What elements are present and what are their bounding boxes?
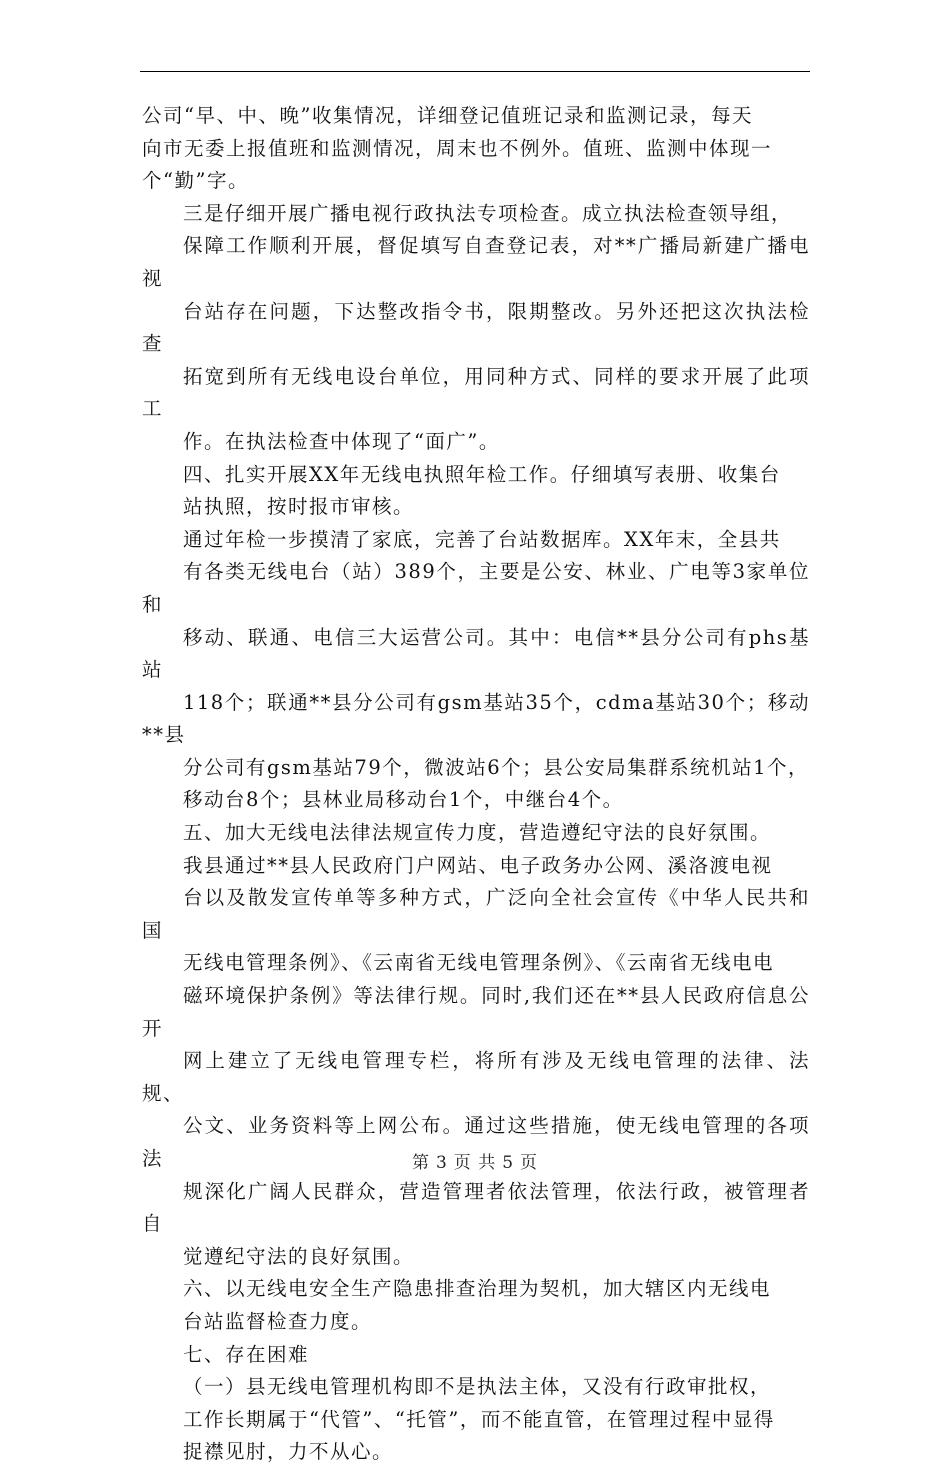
document-body <box>142 100 810 1469</box>
text-line: 移动、联通、电信三大运营公司。其中：电信**县分公司有phs基站 <box>142 625 810 682</box>
text-line: 我县通过**县人民政府门户网站、电子政务办公网、溪洛渡电视 <box>182 853 773 877</box>
text-line: 捉襟见肘，力不从心。 <box>182 1440 393 1464</box>
page-label-prefix: 第 <box>411 1153 430 1173</box>
page-label-suffix: 页 <box>520 1153 539 1173</box>
page-footer <box>0 1148 950 1173</box>
text-line: 个“勤”字。 <box>142 169 249 193</box>
text-line: 移动台8个；县林业局移动台1个，中继台4个。 <box>182 788 624 812</box>
text-line: （一）县无线电管理机构即不是执法主体，又没有行政审批权， <box>182 1375 771 1399</box>
text-line: 三是仔细开展广播电视行政执法专项检查。成立执法检查领导组， <box>182 201 792 225</box>
text-line: 保障工作顺利开展，督促填写自查登记表，对**广播局新建广播电视 <box>142 234 810 290</box>
page-label-mid: 页 共 <box>453 1153 497 1173</box>
text-line: 公文、业务资料等上网公布。通过这些措施，使无线电管理的各项法 <box>142 1114 810 1170</box>
text-line: 觉遵纪守法的良好氛围。 <box>182 1244 414 1268</box>
text-line: 站执照，按时报市审核。 <box>182 495 414 519</box>
text-line: 拓宽到所有无线电设台单位，用同种方式、同样的要求开展了此项工 <box>142 364 810 421</box>
text-line: 磁环境保护条例》等法律行规。同时,我们还在**县人民政府信息公开 <box>142 984 810 1040</box>
page-current: 3 <box>435 1153 448 1173</box>
paragraph <box>142 459 810 524</box>
paragraph <box>142 850 810 1274</box>
text-line: 台以及散发宣传单等多种方式，广泛向全社会宣传《中华人民共和国 <box>142 886 810 942</box>
paragraph <box>142 198 810 459</box>
text-line: 向市无委上报值班和监测情况，周末也不例外。值班、监测中体现一 <box>142 136 773 160</box>
text-line: 六、以无线电安全生产隐患排查治理为契机，加大辖区内无线电 <box>182 1277 771 1301</box>
text-line: 作。在执法检查中体现了“面广”。 <box>182 429 500 453</box>
paragraph <box>142 100 810 198</box>
text-line: 四、扎实开展XX年无线电执照年检工作。仔细填写表册、收集台 <box>182 462 781 486</box>
text-line: 七、存在困难 <box>182 1342 309 1366</box>
page-total: 5 <box>502 1153 515 1173</box>
paragraph <box>142 1339 810 1372</box>
paragraph <box>142 1273 810 1338</box>
text-line: 分公司有gsm基站79个，微波站6个；县公安局集群系统机站1个， <box>182 755 810 779</box>
text-line: 有各类无线电台（站）389个，主要是公安、林业、广电等3家单位和 <box>142 560 810 616</box>
paragraph <box>142 1371 810 1469</box>
text-line: 公司“早、中、晚”收集情况，详细登记值班记录和监测记录，每天 <box>142 104 753 127</box>
header-rule <box>140 71 810 72</box>
text-line: 118个；联通**县分公司有gsm基站35个，cdma基站30个；移动**县 <box>142 690 810 747</box>
paragraph <box>142 817 810 850</box>
text-line: 台站存在问题，下达整改指令书，限期整改。另外还把这次执法检查 <box>142 299 810 356</box>
text-line: 规深化广阔人民群众，营造管理者依法管理，依法行政，被管理者自 <box>142 1179 810 1236</box>
paragraph <box>142 524 810 817</box>
text-line: 工作长期属于“代管”、“托管”，而不能直管，在管理过程中显得 <box>182 1407 775 1431</box>
text-line: 网上建立了无线电管理专栏，将所有涉及无线电管理的法律、法规、 <box>142 1049 810 1105</box>
text-line: 五、加大无线电法律法规宣传力度，营造遵纪守法的良好氛围。 <box>182 821 771 845</box>
text-line: 通过年检一步摸清了家底，完善了台站数据库。XX年末，全县共 <box>182 527 781 551</box>
text-line: 台站监督检查力度。 <box>182 1309 372 1333</box>
text-line: 无线电管理条例》、《云南省无线电管理条例》、《云南省无线电电 <box>182 951 774 975</box>
